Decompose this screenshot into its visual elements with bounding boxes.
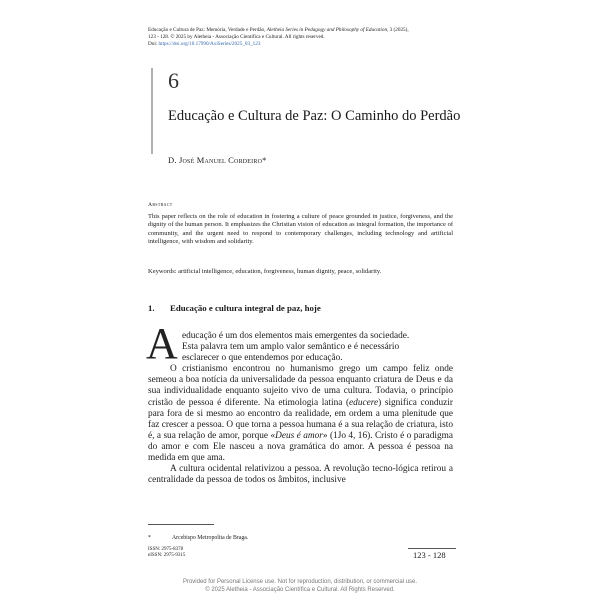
body-line-2: Esta palavra tem um amplo valor semântico e é necessário: [182, 342, 400, 353]
abstract-heading: Abstract: [148, 202, 173, 208]
keywords: Keywords: artificial intelligence, education, forgiveness, human dignity, peace, solidarity.: [148, 268, 382, 275]
pages-rule: [408, 548, 456, 549]
drop-cap: A: [146, 319, 178, 368]
chapter-rule: [151, 68, 153, 154]
paragraph-2-text: O cristianismo encontrou no humanismo grego um campo feliz onde semeou a boa notícia da universalidade da pessoa enquanto criatura de Deus e da sua individualidade enquanto sujeito vivo de uma cultura. Todavia, o princípio cristão de pessoa é diferente. Na etimologia latina (: [148, 364, 453, 408]
license-notice: [0, 578, 600, 594]
abstract-text: This paper reflects on the role of education in fostering a culture of peace grounded in justice, forgiveness, and the dignity of the human person. It emphasizes the Christian vision of education as integral formation, the importance of community, and the urgent need to respond to contemporary challenges, including technology and artificial intelligence, with wisdom and solidarity.: [148, 213, 453, 245]
section-heading: [148, 303, 321, 313]
paragraph-2-end: » (1Jo 4, 16). Cristo é o paradigma do amor e com Ele nasceu a nova gramática do amor. A pessoa é pessoa na medida em que ama.: [148, 430, 453, 464]
section-title: Educação e cultura integral de paz, hoje: [170, 303, 321, 313]
section-number: 1.: [148, 303, 155, 313]
license-line-2: © 2025 Aletheia - Associação Científica e Cultural. All Rights Reserved.: [205, 587, 395, 593]
footnote: [148, 535, 248, 541]
footnote-text: Arcebispo Metropolita de Braga.: [172, 535, 249, 541]
footnote-mark: *: [148, 535, 151, 541]
paragraph-2-continued: ) significa conduzir para fora de si mesmo ao encontro da realidade, em ordem a uma plenitude que faz crescer a pessoa. O que torna a pessoa humana é a sua relação de criatura, isto é, a sua relação de amor, porque «: [148, 397, 453, 441]
header-volume: , 3 (2025),: [387, 27, 409, 33]
body-line-1: educação é um dos elementos mais emergentes da sociedade.: [182, 331, 410, 341]
body-paragraph-2: [148, 364, 453, 464]
issn-print: ISSN: 2975-8378: [148, 547, 184, 552]
author-name: D. José Manuel Cordeiro*: [168, 155, 267, 165]
issn-electronic: eISSN: 2975-9315: [148, 553, 186, 559]
body-text: [148, 331, 453, 486]
doi-label: Doi:: [148, 41, 159, 48]
footnote-rule: [148, 524, 214, 525]
chapter-number: 6: [168, 68, 179, 93]
page-range: 123 - 128: [413, 550, 446, 560]
italic-term: educere: [349, 397, 379, 408]
body-line-3: esclarecer o que entendemos por educação.: [182, 353, 343, 364]
running-header: [148, 27, 468, 49]
chapter-title: Educação e Cultura de Paz: O Caminho do Perdão: [168, 108, 461, 124]
header-doi: [148, 41, 468, 48]
header-copyright: 123 - 128. © 2025 by Aletheia - Associação Científica e Cultural. All rights reserved.: [148, 34, 325, 41]
doi-link[interactable]: https://doi.org/10.17990/AxiSeries/2025_03_123: [158, 41, 261, 48]
license-line-1: Provided for Personal License use. Not for reproduction, distribution, or commercial use.: [182, 579, 418, 585]
header-book-title: Educação e Cultura de Paz: Memória, Verdade e Perdão,: [148, 27, 267, 33]
issn-block: [148, 547, 185, 560]
body-paragraph-3: A cultura ocidental relativizou a pessoa. A revolução tecno-lógica retirou a centralidade da pessoa de todos os âmbitos, inclusive: [148, 464, 453, 486]
header-series-name: Aletheia Series in Pedagogy and Philosophy of Education: [266, 27, 388, 33]
scripture-quote: Deus é amor: [275, 430, 323, 441]
